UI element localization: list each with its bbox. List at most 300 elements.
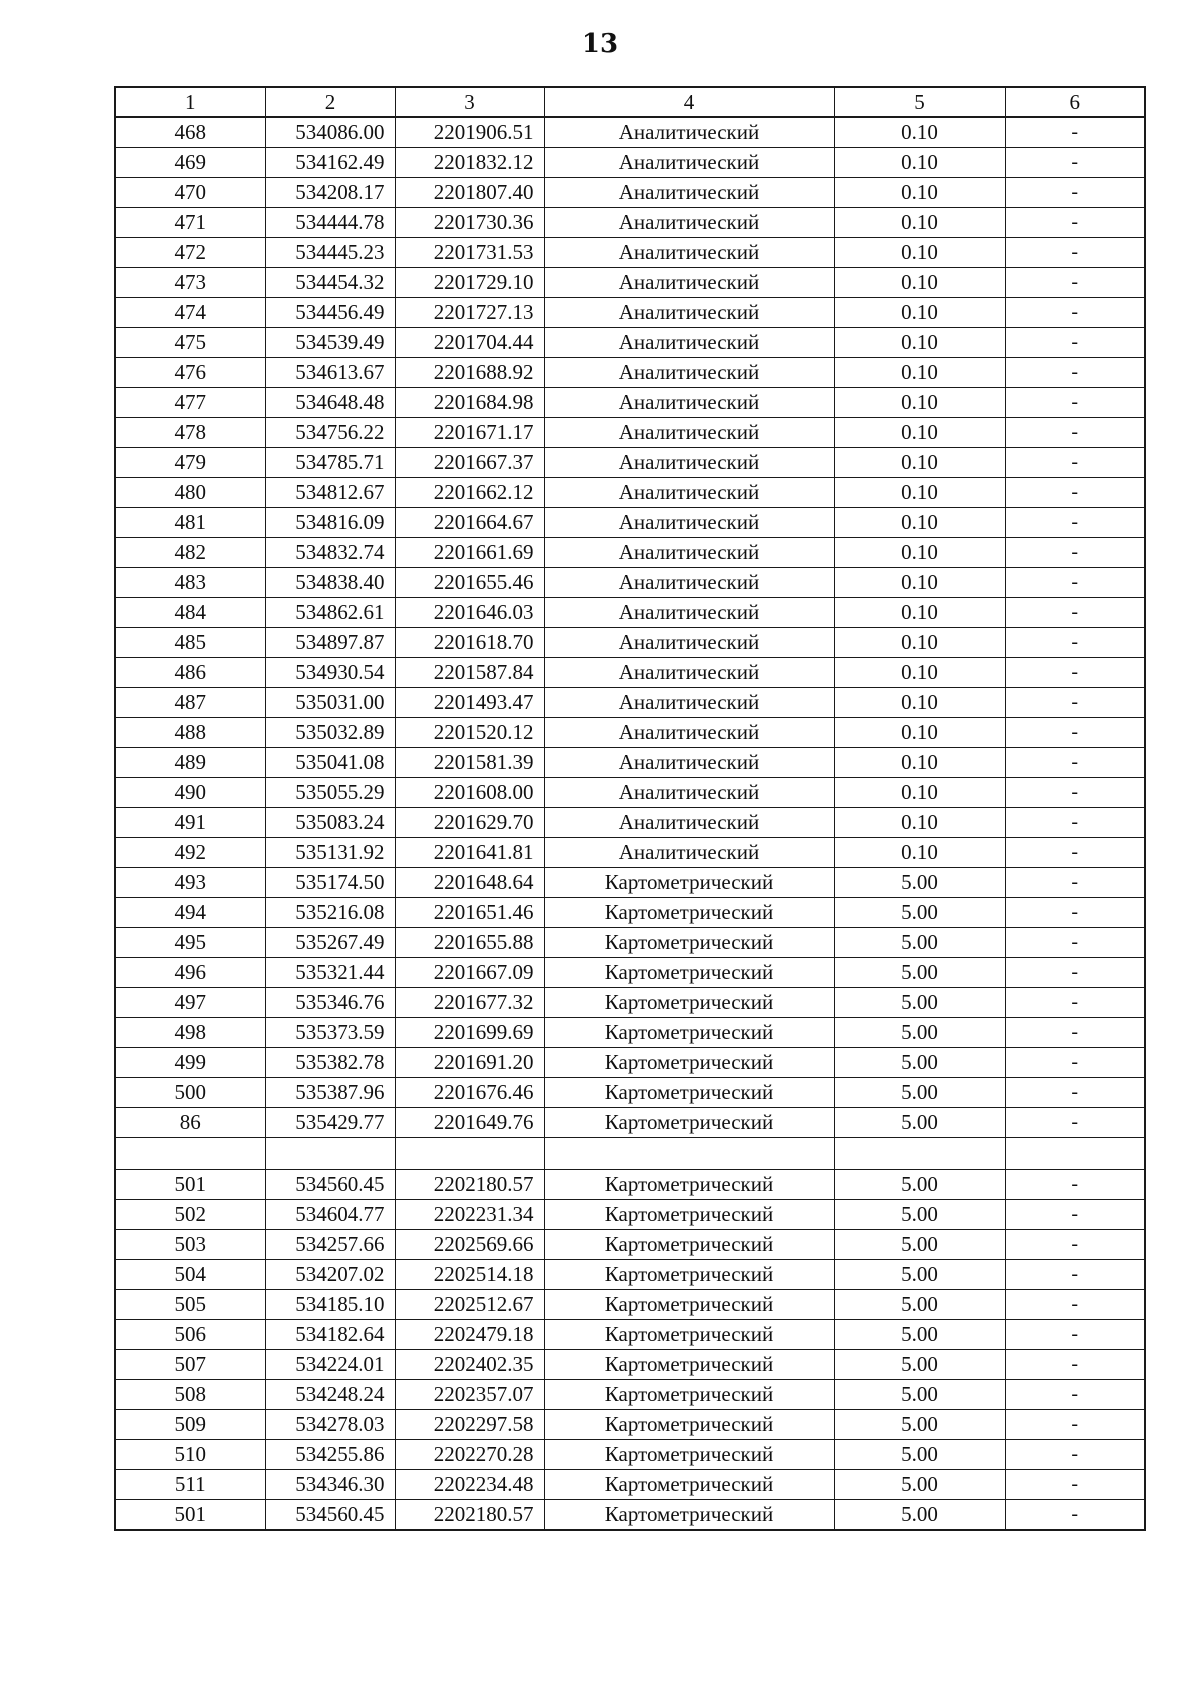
method-cell: Картометрический (544, 1200, 834, 1230)
x-coordinate-cell: 534862.61 (265, 598, 395, 628)
x-coordinate-cell: 535382.78 (265, 1048, 395, 1078)
y-coordinate-cell: 2201832.12 (395, 148, 544, 178)
point-number-cell: 508 (115, 1380, 265, 1410)
method-cell: Аналитический (544, 298, 834, 328)
accuracy-cell: 5.00 (834, 1048, 1005, 1078)
method-cell: Аналитический (544, 808, 834, 838)
accuracy-cell: 5.00 (834, 928, 1005, 958)
point-number-cell: 492 (115, 838, 265, 868)
x-coordinate-cell: 535055.29 (265, 778, 395, 808)
method-cell: Картометрический (544, 1018, 834, 1048)
x-coordinate-cell: 534257.66 (265, 1230, 395, 1260)
point-number-cell: 498 (115, 1018, 265, 1048)
x-coordinate-cell: 534816.09 (265, 508, 395, 538)
point-number-cell: 468 (115, 117, 265, 148)
point-number-cell: 469 (115, 148, 265, 178)
x-coordinate-cell (265, 1138, 395, 1170)
y-coordinate-cell: 2201661.69 (395, 538, 544, 568)
method-cell: Картометрический (544, 1108, 834, 1138)
note-cell: - (1005, 718, 1145, 748)
note-cell: - (1005, 1048, 1145, 1078)
y-coordinate-cell: 2201649.76 (395, 1108, 544, 1138)
table-row (115, 1078, 1145, 1108)
note-cell: - (1005, 688, 1145, 718)
note-cell: - (1005, 1470, 1145, 1500)
note-cell: - (1005, 1410, 1145, 1440)
point-number-cell: 496 (115, 958, 265, 988)
accuracy-cell: 5.00 (834, 1380, 1005, 1410)
y-coordinate-cell: 2201662.12 (395, 478, 544, 508)
method-cell: Аналитический (544, 268, 834, 298)
table-row (115, 1018, 1145, 1048)
point-number-cell: 482 (115, 538, 265, 568)
table-row (115, 268, 1145, 298)
point-number-cell: 501 (115, 1500, 265, 1531)
method-cell: Аналитический (544, 748, 834, 778)
header-cell-6: 6 (1005, 87, 1145, 117)
method-cell: Аналитический (544, 838, 834, 868)
accuracy-cell: 5.00 (834, 1290, 1005, 1320)
y-coordinate-cell: 2201587.84 (395, 658, 544, 688)
y-coordinate-cell: 2201608.00 (395, 778, 544, 808)
y-coordinate-cell: 2201655.88 (395, 928, 544, 958)
x-coordinate-cell: 534897.87 (265, 628, 395, 658)
point-number-cell: 481 (115, 508, 265, 538)
y-coordinate-cell: 2201731.53 (395, 238, 544, 268)
note-cell: - (1005, 298, 1145, 328)
point-number-cell: 478 (115, 418, 265, 448)
note-cell: - (1005, 148, 1145, 178)
accuracy-cell: 5.00 (834, 1320, 1005, 1350)
x-coordinate-cell: 534208.17 (265, 178, 395, 208)
method-cell: Аналитический (544, 328, 834, 358)
y-coordinate-cell: 2201520.12 (395, 718, 544, 748)
table-row (115, 1200, 1145, 1230)
x-coordinate-cell: 534162.49 (265, 148, 395, 178)
point-number-cell: 504 (115, 1260, 265, 1290)
x-coordinate-cell: 535216.08 (265, 898, 395, 928)
method-cell: Картометрический (544, 1290, 834, 1320)
method-cell: Аналитический (544, 778, 834, 808)
x-coordinate-cell: 534648.48 (265, 388, 395, 418)
x-coordinate-cell: 534560.45 (265, 1500, 395, 1531)
method-cell: Картометрический (544, 1410, 834, 1440)
blank-table-row (115, 1138, 1145, 1170)
y-coordinate-cell: 2201655.46 (395, 568, 544, 598)
x-coordinate-cell: 535346.76 (265, 988, 395, 1018)
x-coordinate-cell: 535131.92 (265, 838, 395, 868)
x-coordinate-cell: 534445.23 (265, 238, 395, 268)
x-coordinate-cell: 534207.02 (265, 1260, 395, 1290)
note-cell: - (1005, 1200, 1145, 1230)
note-cell: - (1005, 448, 1145, 478)
header-cell-2: 2 (265, 87, 395, 117)
note-cell: - (1005, 1230, 1145, 1260)
method-cell: Аналитический (544, 418, 834, 448)
note-cell: - (1005, 808, 1145, 838)
method-cell: Аналитический (544, 508, 834, 538)
table-row (115, 1260, 1145, 1290)
table-row (115, 238, 1145, 268)
table-row (115, 718, 1145, 748)
note-cell: - (1005, 1078, 1145, 1108)
note-cell: - (1005, 238, 1145, 268)
accuracy-cell: 0.10 (834, 628, 1005, 658)
accuracy-cell: 5.00 (834, 1078, 1005, 1108)
x-coordinate-cell: 534539.49 (265, 328, 395, 358)
table-row (115, 928, 1145, 958)
point-number-cell: 503 (115, 1230, 265, 1260)
method-cell: Картометрический (544, 1440, 834, 1470)
accuracy-cell: 5.00 (834, 958, 1005, 988)
x-coordinate-cell: 534182.64 (265, 1320, 395, 1350)
accuracy-cell: 0.10 (834, 268, 1005, 298)
y-coordinate-cell: 2201646.03 (395, 598, 544, 628)
accuracy-cell: 0.10 (834, 178, 1005, 208)
table-row (115, 148, 1145, 178)
method-cell: Аналитический (544, 358, 834, 388)
accuracy-cell: 0.10 (834, 778, 1005, 808)
method-cell: Картометрический (544, 1078, 834, 1108)
table-row (115, 898, 1145, 928)
table-row (115, 658, 1145, 688)
method-cell (544, 1138, 834, 1170)
table-row (115, 1170, 1145, 1200)
x-coordinate-cell: 534832.74 (265, 538, 395, 568)
point-number-cell: 490 (115, 778, 265, 808)
accuracy-cell: 5.00 (834, 1230, 1005, 1260)
coordinates-table (114, 86, 1146, 1531)
accuracy-cell: 0.10 (834, 748, 1005, 778)
method-cell: Аналитический (544, 117, 834, 148)
table-row (115, 838, 1145, 868)
accuracy-cell: 0.10 (834, 838, 1005, 868)
table-row (115, 1290, 1145, 1320)
table-row (115, 117, 1145, 148)
accuracy-cell: 0.10 (834, 117, 1005, 148)
point-number-cell: 471 (115, 208, 265, 238)
accuracy-cell: 0.10 (834, 478, 1005, 508)
accuracy-cell: 5.00 (834, 1410, 1005, 1440)
header-cell-4: 4 (544, 87, 834, 117)
note-cell: - (1005, 1018, 1145, 1048)
note-cell: - (1005, 1350, 1145, 1380)
method-cell: Аналитический (544, 598, 834, 628)
note-cell: - (1005, 928, 1145, 958)
x-coordinate-cell: 534560.45 (265, 1170, 395, 1200)
method-cell: Картометрический (544, 1260, 834, 1290)
note-cell: - (1005, 658, 1145, 688)
table-row (115, 1108, 1145, 1138)
point-number-cell: 497 (115, 988, 265, 1018)
y-coordinate-cell: 2202180.57 (395, 1170, 544, 1200)
method-cell: Картометрический (544, 1350, 834, 1380)
accuracy-cell: 0.10 (834, 238, 1005, 268)
table-row (115, 298, 1145, 328)
x-coordinate-cell: 534444.78 (265, 208, 395, 238)
accuracy-cell: 5.00 (834, 1470, 1005, 1500)
x-coordinate-cell: 534185.10 (265, 1290, 395, 1320)
x-coordinate-cell: 534224.01 (265, 1350, 395, 1380)
method-cell: Картометрический (544, 1048, 834, 1078)
x-coordinate-cell: 534456.49 (265, 298, 395, 328)
y-coordinate-cell: 2201688.92 (395, 358, 544, 388)
x-coordinate-cell: 535041.08 (265, 748, 395, 778)
accuracy-cell: 0.10 (834, 508, 1005, 538)
accuracy-cell: 0.10 (834, 208, 1005, 238)
header-cell-1: 1 (115, 87, 265, 117)
note-cell: - (1005, 388, 1145, 418)
table-row (115, 868, 1145, 898)
point-number-cell: 470 (115, 178, 265, 208)
accuracy-cell: 0.10 (834, 688, 1005, 718)
point-number-cell: 511 (115, 1470, 265, 1500)
point-number-cell: 488 (115, 718, 265, 748)
y-coordinate-cell: 2201730.36 (395, 208, 544, 238)
method-cell: Картометрический (544, 898, 834, 928)
x-coordinate-cell: 534278.03 (265, 1410, 395, 1440)
method-cell: Аналитический (544, 478, 834, 508)
table-row (115, 448, 1145, 478)
x-coordinate-cell: 535373.59 (265, 1018, 395, 1048)
table-row (115, 1350, 1145, 1380)
point-number-cell: 483 (115, 568, 265, 598)
method-cell: Аналитический (544, 718, 834, 748)
method-cell: Аналитический (544, 538, 834, 568)
point-number-cell: 500 (115, 1078, 265, 1108)
y-coordinate-cell: 2201664.67 (395, 508, 544, 538)
point-number-cell: 493 (115, 868, 265, 898)
header-cell-3: 3 (395, 87, 544, 117)
y-coordinate-cell: 2201648.64 (395, 868, 544, 898)
y-coordinate-cell: 2201651.46 (395, 898, 544, 928)
method-cell: Картометрический (544, 1380, 834, 1410)
y-coordinate-cell: 2201704.44 (395, 328, 544, 358)
method-cell: Аналитический (544, 208, 834, 238)
accuracy-cell: 5.00 (834, 1170, 1005, 1200)
method-cell: Аналитический (544, 448, 834, 478)
header-row (115, 87, 1145, 117)
x-coordinate-cell: 535429.77 (265, 1108, 395, 1138)
table-row (115, 1440, 1145, 1470)
y-coordinate-cell: 2202479.18 (395, 1320, 544, 1350)
accuracy-cell (834, 1138, 1005, 1170)
y-coordinate-cell: 2201618.70 (395, 628, 544, 658)
table-row (115, 478, 1145, 508)
point-number-cell: 487 (115, 688, 265, 718)
point-number-cell: 501 (115, 1170, 265, 1200)
note-cell: - (1005, 988, 1145, 1018)
point-number-cell: 475 (115, 328, 265, 358)
table-row (115, 1410, 1145, 1440)
accuracy-cell: 5.00 (834, 988, 1005, 1018)
y-coordinate-cell: 2201906.51 (395, 117, 544, 148)
x-coordinate-cell: 534255.86 (265, 1440, 395, 1470)
x-coordinate-cell: 535387.96 (265, 1078, 395, 1108)
header-cell-5: 5 (834, 87, 1005, 117)
accuracy-cell: 5.00 (834, 898, 1005, 928)
y-coordinate-cell: 2201493.47 (395, 688, 544, 718)
method-cell: Аналитический (544, 658, 834, 688)
note-cell: - (1005, 208, 1145, 238)
note-cell: - (1005, 478, 1145, 508)
accuracy-cell: 5.00 (834, 1350, 1005, 1380)
accuracy-cell: 0.10 (834, 328, 1005, 358)
point-number-cell: 502 (115, 1200, 265, 1230)
note-cell: - (1005, 1380, 1145, 1410)
point-number-cell: 479 (115, 448, 265, 478)
x-coordinate-cell: 534604.77 (265, 1200, 395, 1230)
accuracy-cell: 0.10 (834, 658, 1005, 688)
y-coordinate-cell: 2201684.98 (395, 388, 544, 418)
note-cell: - (1005, 358, 1145, 388)
y-coordinate-cell: 2202270.28 (395, 1440, 544, 1470)
y-coordinate-cell: 2202512.67 (395, 1290, 544, 1320)
point-number-cell: 489 (115, 748, 265, 778)
method-cell: Картометрический (544, 868, 834, 898)
accuracy-cell: 0.10 (834, 448, 1005, 478)
method-cell: Картометрический (544, 1320, 834, 1350)
x-coordinate-cell: 534785.71 (265, 448, 395, 478)
accuracy-cell: 0.10 (834, 568, 1005, 598)
table-row (115, 208, 1145, 238)
note-cell: - (1005, 838, 1145, 868)
note-cell: - (1005, 1440, 1145, 1470)
accuracy-cell: 0.10 (834, 298, 1005, 328)
x-coordinate-cell: 534838.40 (265, 568, 395, 598)
note-cell: - (1005, 1170, 1145, 1200)
note-cell: - (1005, 1290, 1145, 1320)
method-cell: Аналитический (544, 388, 834, 418)
x-coordinate-cell: 534812.67 (265, 478, 395, 508)
accuracy-cell: 5.00 (834, 1260, 1005, 1290)
x-coordinate-cell: 535031.00 (265, 688, 395, 718)
point-number-cell: 477 (115, 388, 265, 418)
accuracy-cell: 0.10 (834, 418, 1005, 448)
point-number-cell: 495 (115, 928, 265, 958)
y-coordinate-cell: 2201667.09 (395, 958, 544, 988)
note-cell: - (1005, 1500, 1145, 1531)
note-cell: - (1005, 538, 1145, 568)
y-coordinate-cell: 2201677.32 (395, 988, 544, 1018)
note-cell: - (1005, 868, 1145, 898)
point-number-cell: 485 (115, 628, 265, 658)
table-row (115, 1230, 1145, 1260)
point-number-cell: 505 (115, 1290, 265, 1320)
y-coordinate-cell (395, 1138, 544, 1170)
x-coordinate-cell: 534248.24 (265, 1380, 395, 1410)
y-coordinate-cell: 2202231.34 (395, 1200, 544, 1230)
accuracy-cell: 0.10 (834, 808, 1005, 838)
y-coordinate-cell: 2201581.39 (395, 748, 544, 778)
accuracy-cell: 5.00 (834, 1018, 1005, 1048)
accuracy-cell: 0.10 (834, 358, 1005, 388)
point-number-cell: 510 (115, 1440, 265, 1470)
y-coordinate-cell: 2202297.58 (395, 1410, 544, 1440)
y-coordinate-cell: 2201676.46 (395, 1078, 544, 1108)
method-cell: Картометрический (544, 928, 834, 958)
point-number-cell: 484 (115, 598, 265, 628)
table-row (115, 328, 1145, 358)
y-coordinate-cell: 2202357.07 (395, 1380, 544, 1410)
accuracy-cell: 0.10 (834, 598, 1005, 628)
point-number-cell: 507 (115, 1350, 265, 1380)
note-cell (1005, 1138, 1145, 1170)
table-row (115, 388, 1145, 418)
note-cell: - (1005, 1108, 1145, 1138)
table-row (115, 808, 1145, 838)
y-coordinate-cell: 2201699.69 (395, 1018, 544, 1048)
note-cell: - (1005, 268, 1145, 298)
accuracy-cell: 0.10 (834, 148, 1005, 178)
note-cell: - (1005, 1260, 1145, 1290)
x-coordinate-cell: 535083.24 (265, 808, 395, 838)
y-coordinate-cell: 2202234.48 (395, 1470, 544, 1500)
x-coordinate-cell: 535032.89 (265, 718, 395, 748)
y-coordinate-cell: 2201727.13 (395, 298, 544, 328)
x-coordinate-cell: 535267.49 (265, 928, 395, 958)
note-cell: - (1005, 958, 1145, 988)
point-number-cell: 509 (115, 1410, 265, 1440)
table-row (115, 778, 1145, 808)
note-cell: - (1005, 508, 1145, 538)
y-coordinate-cell: 2201671.17 (395, 418, 544, 448)
point-number-cell: 480 (115, 478, 265, 508)
x-coordinate-cell: 534613.67 (265, 358, 395, 388)
y-coordinate-cell: 2201641.81 (395, 838, 544, 868)
table-row (115, 688, 1145, 718)
method-cell: Аналитический (544, 628, 834, 658)
accuracy-cell: 0.10 (834, 718, 1005, 748)
table-row (115, 598, 1145, 628)
accuracy-cell: 5.00 (834, 868, 1005, 898)
accuracy-cell: 5.00 (834, 1200, 1005, 1230)
accuracy-cell: 0.10 (834, 538, 1005, 568)
point-number-cell: 486 (115, 658, 265, 688)
y-coordinate-cell: 2201691.20 (395, 1048, 544, 1078)
point-number-cell: 472 (115, 238, 265, 268)
note-cell: - (1005, 748, 1145, 778)
method-cell: Картометрический (544, 1470, 834, 1500)
accuracy-cell: 5.00 (834, 1500, 1005, 1531)
method-cell: Аналитический (544, 568, 834, 598)
method-cell: Картометрический (544, 1500, 834, 1531)
point-number-cell (115, 1138, 265, 1170)
y-coordinate-cell: 2202402.35 (395, 1350, 544, 1380)
table-row (115, 748, 1145, 778)
table-row (115, 508, 1145, 538)
table-row (115, 1048, 1145, 1078)
x-coordinate-cell: 535174.50 (265, 868, 395, 898)
note-cell: - (1005, 628, 1145, 658)
note-cell: - (1005, 328, 1145, 358)
note-cell: - (1005, 1320, 1145, 1350)
note-cell: - (1005, 178, 1145, 208)
table-row (115, 988, 1145, 1018)
point-number-cell: 476 (115, 358, 265, 388)
y-coordinate-cell: 2201729.10 (395, 268, 544, 298)
table-row (115, 1470, 1145, 1500)
method-cell: Аналитический (544, 238, 834, 268)
y-coordinate-cell: 2201807.40 (395, 178, 544, 208)
note-cell: - (1005, 418, 1145, 448)
table-row (115, 1380, 1145, 1410)
method-cell: Картометрический (544, 1230, 834, 1260)
note-cell: - (1005, 117, 1145, 148)
x-coordinate-cell: 534930.54 (265, 658, 395, 688)
x-coordinate-cell: 535321.44 (265, 958, 395, 988)
method-cell: Аналитический (544, 148, 834, 178)
